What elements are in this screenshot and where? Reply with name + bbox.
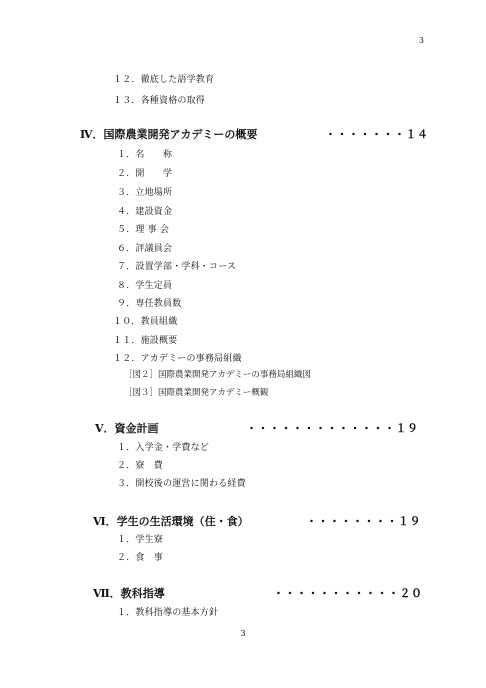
- toc-item: ３．立地場所: [117, 188, 173, 198]
- section-page-5: ・・・・・・・・・・・・・１９: [246, 422, 419, 435]
- toc-item: １２．徹底した語学教育: [113, 75, 215, 85]
- section-heading-4: Ⅳ．国際農業開発アカデミーの概要: [80, 128, 258, 141]
- section-page-7: ・・・・・・・・・・・２０: [273, 587, 423, 600]
- section-heading-6: Ⅵ．学生の生活環境（住・食）: [93, 515, 249, 528]
- toc-item: １．教科指導の基本方針: [117, 608, 219, 618]
- toc-item: ７．設置学部・学科・コース: [117, 262, 237, 272]
- figure-ref: ［図２］国際農業開発アカデミーの事務局組織図: [124, 370, 311, 380]
- section-heading-5: Ⅴ．資金計画: [95, 422, 159, 435]
- toc-item: １．名 称: [117, 150, 173, 160]
- toc-item: １１．施設概要: [113, 336, 178, 346]
- toc-item: １３．各種資格の取得: [113, 96, 206, 106]
- section-page-4: ・・・・・・・１４: [325, 128, 429, 141]
- toc-item: ２．食 事: [117, 553, 164, 563]
- toc-item: １．学生寮: [117, 535, 164, 545]
- section-heading-7: Ⅶ．教科指導: [93, 587, 165, 600]
- toc-item: １．入学金・学費など: [117, 443, 210, 453]
- page-number-bottom: 3: [240, 629, 246, 638]
- toc-item: ５．理 事 会: [117, 225, 170, 235]
- section-page-6: ・・・・・・・・１９: [306, 515, 421, 528]
- toc-item: ２．寮 費: [117, 461, 164, 471]
- toc-item: ９．専任教員数: [117, 299, 182, 309]
- toc-item: ３．開校後の運営に関わる経費: [117, 479, 246, 489]
- toc-item: ８．学生定員: [117, 281, 173, 291]
- toc-item: １２．アカデミーの事務局組織: [113, 354, 242, 364]
- figure-ref: ［図３］国際農業開発アカデミー概観: [124, 388, 269, 398]
- toc-item: ６．評議員会: [117, 244, 173, 254]
- page-number-top: 3: [418, 36, 424, 45]
- toc-item: ２．開 学: [117, 169, 173, 179]
- toc-item: １０．教員組織: [113, 317, 178, 327]
- toc-item: ４．建設資金: [117, 207, 173, 217]
